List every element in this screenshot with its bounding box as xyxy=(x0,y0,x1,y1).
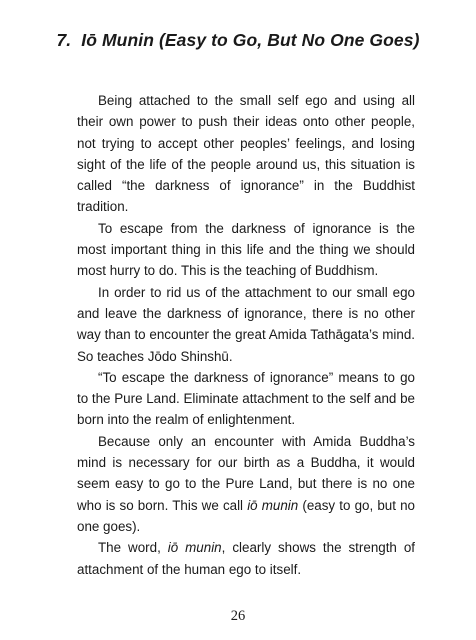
paragraph xyxy=(77,282,415,367)
term-io-munin: iō munin xyxy=(247,497,299,513)
paragraph xyxy=(77,218,415,282)
paragraph-text: Because only an encounter with Amida Buddha’s mind is necessary for our birth as a Buddha, it would seem easy to go to the Pure Land, but there is no one who is so born. This we call xyxy=(77,433,415,513)
paragraph-text: “To escape the darkness of ignorance” means to go to the Pure Land. Eliminate attachment to the self and be born into the realm of enlightenment. xyxy=(77,369,415,428)
paragraph xyxy=(77,90,415,218)
chapter-number: 7. xyxy=(56,30,72,50)
paragraph xyxy=(77,431,415,537)
paragraph-text: Being attached to the small self ego and using all their own power to push their ideas onto other people, not trying to accept other peoples’ feelings, and losing sight of the life of the people around us, this situation is called “the darkness of ignorance” in the Buddhist tradition. xyxy=(77,93,415,215)
body-text xyxy=(77,90,415,580)
paragraph xyxy=(77,537,415,580)
paragraph xyxy=(77,367,415,431)
chapter-heading xyxy=(0,30,476,51)
paragraph-text: (easy to go, but no one goes). xyxy=(77,497,415,534)
paragraph-text: The word, xyxy=(98,540,168,556)
paragraph-text: In order to rid us of the attachment to our small ego and leave the darkness of ignorance, there is no other way than to encounter the great Amida Tathāgata’s mind. So teaches Jōdo Shinshū. xyxy=(77,284,415,364)
chapter-title: Iō Munin (Easy to Go, But No One Goes) xyxy=(81,30,420,50)
page-number: 26 xyxy=(230,608,246,624)
paragraph-text: To escape from the darkness of ignorance is the most important thing in this life and the thing we should most hurry to do. This is the teaching of Buddhism. xyxy=(77,220,415,279)
term-io-munin: iō munin xyxy=(167,540,222,556)
paragraph-text: , clearly shows the strength of attachment of the human ego to itself. xyxy=(77,540,416,577)
